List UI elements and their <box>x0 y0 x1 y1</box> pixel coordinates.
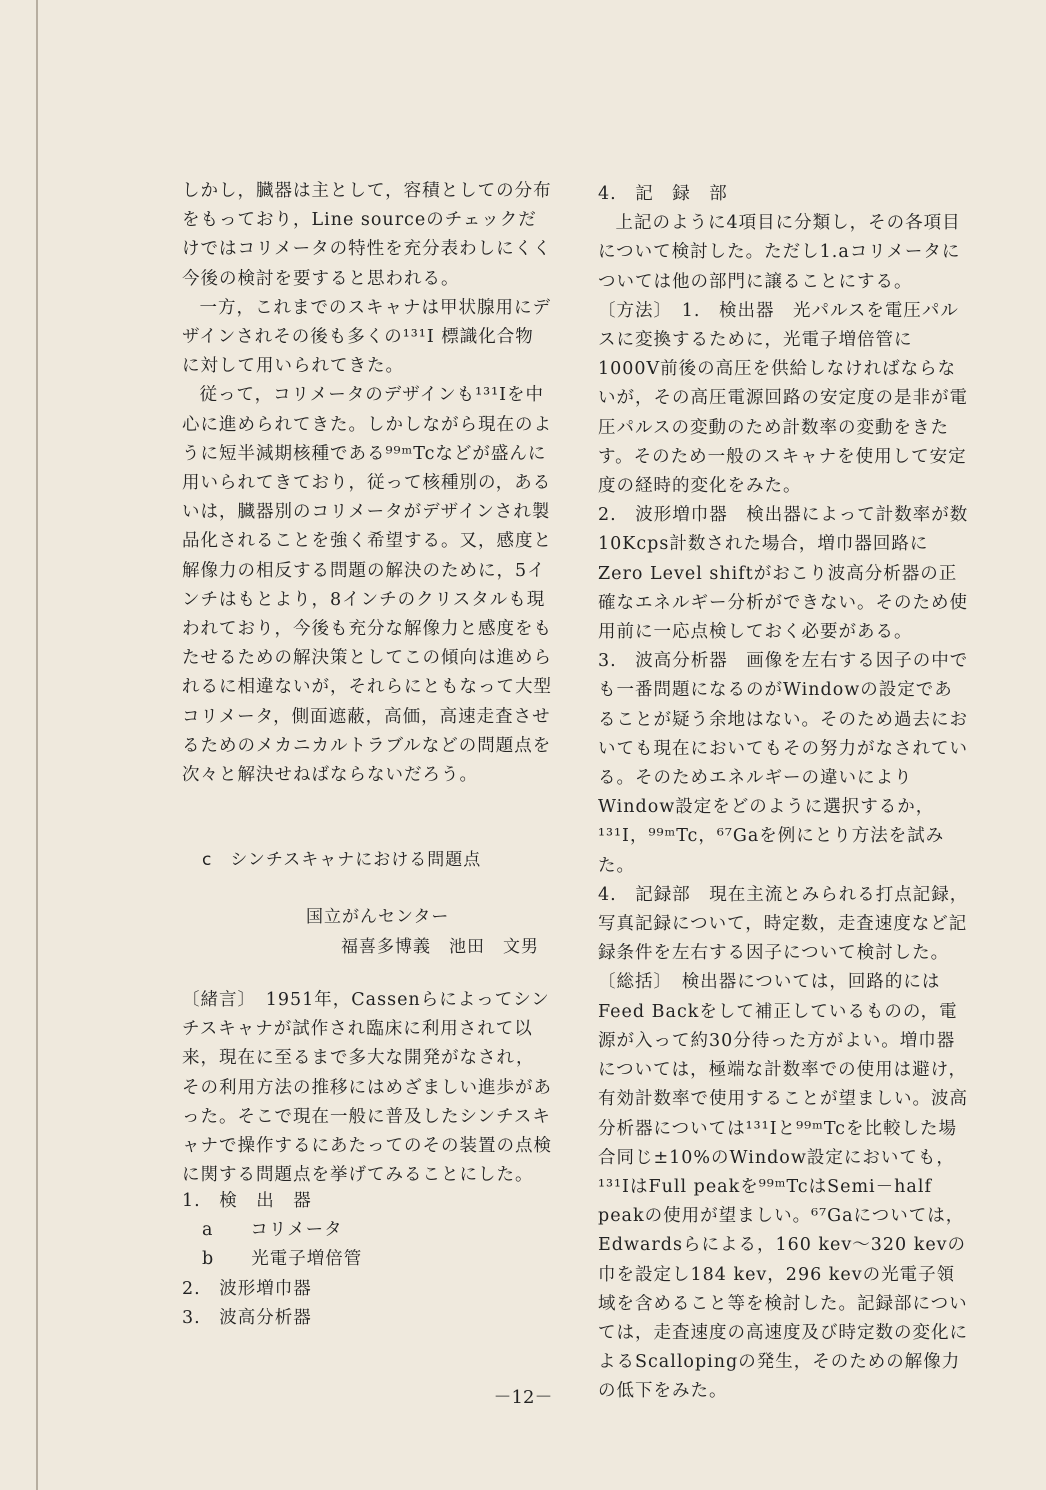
section-heading: c シンチスキャナにおける問題点 <box>202 850 482 870</box>
authors: 福喜多博義 池田 文男 <box>341 937 539 957</box>
page-number: －12－ <box>493 1387 553 1408</box>
intro-paragraph: 〔緒言〕 1951年，Cassenらによってシンチスキャナが試作され臨床に利用されて以来，現在に至るまで多大な開発がなされ，その利用方法の推移にはめざましい進歩があった。そこで現在一般に普及したシンチスキャナで操作するにあたってのその装置の点検に関する問題点を挙げてみることにした。 <box>182 990 552 1186</box>
list-item-detector: 1. 検 出 器 <box>182 1191 312 1211</box>
list-item-photomultiplier: b 光電子増倍管 <box>202 1249 363 1270</box>
left-paragraph-2: 一方，これまでのスキャナは甲状腺用にデザインされその後も多くの¹³¹I 標識化合物に対して用いられてきた。 <box>182 297 551 377</box>
left-paragraph-1: しかし，臓器は主として，容積としての分布をもっており，Line sourceのチェックだけではコリメータの特性を充分表わしにくく今後の検討を要すると思われる。 <box>182 181 552 289</box>
affiliation: 国立がんセンター <box>306 907 450 927</box>
left-column <box>182 177 552 790</box>
page-edge-line <box>36 0 38 1490</box>
list-item-collimator: a コリメータ <box>202 1220 343 1241</box>
list-item-recorder: 4. 記 録 部 <box>598 184 728 204</box>
method-amplifier: 2. 波形増巾器 検出器によって計数率が数10Kcps計数された場合，増巾器回路にZero Level shiftがおこり波高分析器の正確なエネルギー分析ができない。そのため使用前に一応点検しておく必要がある。 <box>598 505 969 643</box>
right-intro-paragraph: 上記のように4項目に分類し，その各項目について検討した。ただし1.aコリメータについては他の部門に譲ることにする。 <box>598 213 961 292</box>
list-item-amplifier: 2. 波形増巾器 <box>182 1278 312 1299</box>
right-column <box>598 180 970 1407</box>
method-detector: 〔方法〕 1. 検出器 光パルスを電圧パルスに変換するために，光電子増倍管に1000V前後の高圧を供給しなければならないが，その高圧電源回路の安定度の是非が電圧パルスの変動のため計数率の変動をきたす。そのため一般のスキャナを使用して安定度の経時的変化をみた。 <box>598 300 968 497</box>
method-analyzer: 3. 波高分析器 画像を左右する因子の中でも一番問題になるのがWindowの設定であることが疑う余地はない。そのため過去においても現在においてもその努力がなされている。そのためエネルギーの違いによりWindow設定をどのように選択するか，¹³¹I，⁹⁹ᵐTc，⁶⁷Gaを例にとり方法を試みた。 <box>598 651 969 876</box>
outline-list <box>182 1187 362 1333</box>
left-paragraph-3: 従って，コリメータのデザインも¹³¹Iを中心に進められてきた。しかしながら現在のように短半減期核種である⁹⁹ᵐTcなどが盛んに用いられてきており，従って核種別の，あるいは，臓器別のコリメータがデザインされ製品化されることを強く希望する。又，感度と解像力の相反する問題の解決のために，5インチはもとより，8インチのクリスタルも現われており，今後も充分な解像力と感度をもたせるための解決策としてこの傾向は進められるに相違ないが，それらにともなって大型コリメータ，側面遮蔽，高価，高速走査させるためのメカニカルトラブルなどの問題点を次々と解決せねばならないだろう。 <box>182 385 552 786</box>
list-item-analyzer: 3. 波高分析器 <box>182 1307 312 1328</box>
summary-paragraph: 〔総括〕 検出器については，回路的にはFeed Backをして補正しているものの，電源が入って約30分待った方がよい。増巾器については，極端な計数率での使用は避け，有効計数率で使用することが望ましい。波高分析器については¹³¹Iと⁹⁹ᵐTcを比較した場合同じ±10%のWindow設定においても，¹³¹IはFull peakを⁹⁹ᵐTcはSemi－half peakの使用が望ましい。⁶⁷Gaについては，Edwardsらによる，160 kev～320 kevの巾を設定し184 kev，296 kevの光電子領域を含めること等を検討した。記録部については，走査速度の高速度及び時定数の変化によるScallopingの発生，そのための解像力の低下をみた。 <box>598 972 968 1402</box>
method-recorder: 4. 記録部 現在主流とみられる打点記録，写真記録について，時定数，走査速度など記録条件を左右する因子について検討した。 <box>598 884 969 964</box>
